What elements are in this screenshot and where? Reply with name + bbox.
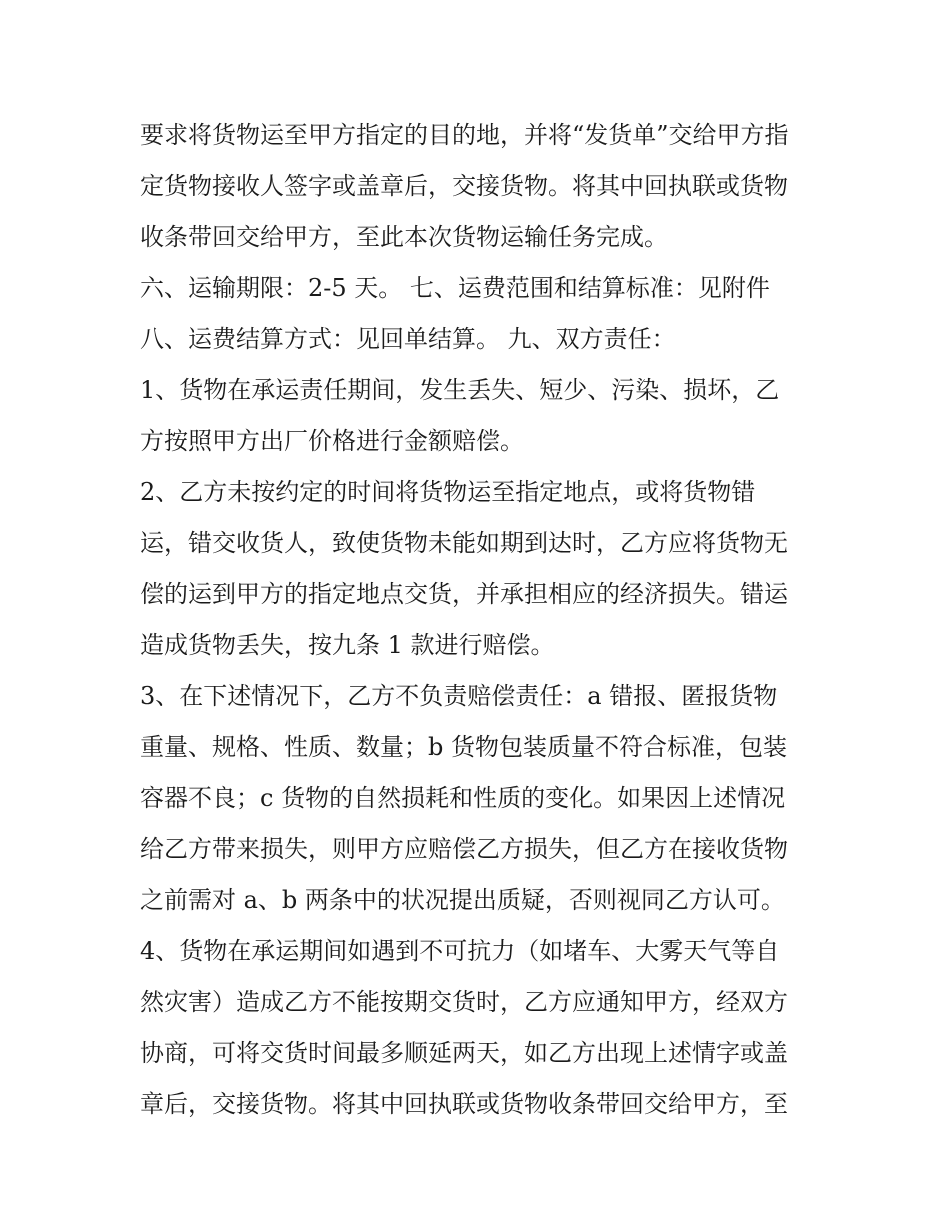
text-line: 偿的运到甲方的指定地点交货，并承担相应的经济损失。错运	[140, 580, 788, 608]
text-line: 方按照甲方出厂价格进行金额赔偿。	[140, 427, 524, 455]
text-line: 给乙方带来损失，则甲方应赔偿乙方损失，但乙方在接收货物	[140, 835, 788, 863]
text-line: 定货物接收人签字或盖章后，交接货物。将其中回执联或货物	[140, 172, 788, 200]
text-line: 容器不良；c 货物的自然损耗和性质的变化。如果因上述情况	[140, 784, 786, 812]
text-line: 3、在下述情况下，乙方不负责赔偿责任：a 错报、匿报货物	[140, 682, 778, 710]
text-line: 2、乙方未按约定的时间将货物运至指定地点，或将货物错	[140, 478, 756, 506]
text-line: 4、货物在承运期间如遇到不可抗力（如堵车、大雾天气等自	[140, 937, 780, 965]
text-line: 收条带回交给甲方，至此本次货物运输任务完成。	[140, 223, 668, 251]
text-line: 1、货物在承运责任期间，发生丢失、短少、污染、损坏，乙	[140, 376, 780, 404]
text-line: 造成货物丢失，按九条 1 款进行赔偿。	[140, 631, 555, 659]
text-line: 协商，可将交货时间最多顺延两天，如乙方出现上述情字或盖	[140, 1039, 788, 1067]
text-line: 重量、规格、性质、数量；b 货物包装质量不符合标准，包装	[140, 733, 787, 761]
text-line: 八、运费结算方式：见回单结算。 九、双方责任：	[140, 325, 676, 353]
document-body	[140, 110, 820, 1130]
text-line: 运，错交收货人，致使货物未能如期到达时，乙方应将货物无	[140, 529, 788, 557]
text-line: 章后，交接货物。将其中回执联或货物收条带回交给甲方，至	[140, 1090, 788, 1118]
text-line: 之前需对 a、b 两条中的状况提出质疑，否则视同乙方认可。	[140, 886, 785, 914]
text-line: 要求将货物运至甲方指定的目的地，并将“发货单”交给甲方指	[140, 121, 789, 149]
text-line: 六、运输期限：2-5 天。 七、运费范围和结算标准：见附件	[140, 274, 770, 302]
text-line: 然灾害）造成乙方不能按期交货时，乙方应通知甲方，经双方	[140, 988, 788, 1016]
